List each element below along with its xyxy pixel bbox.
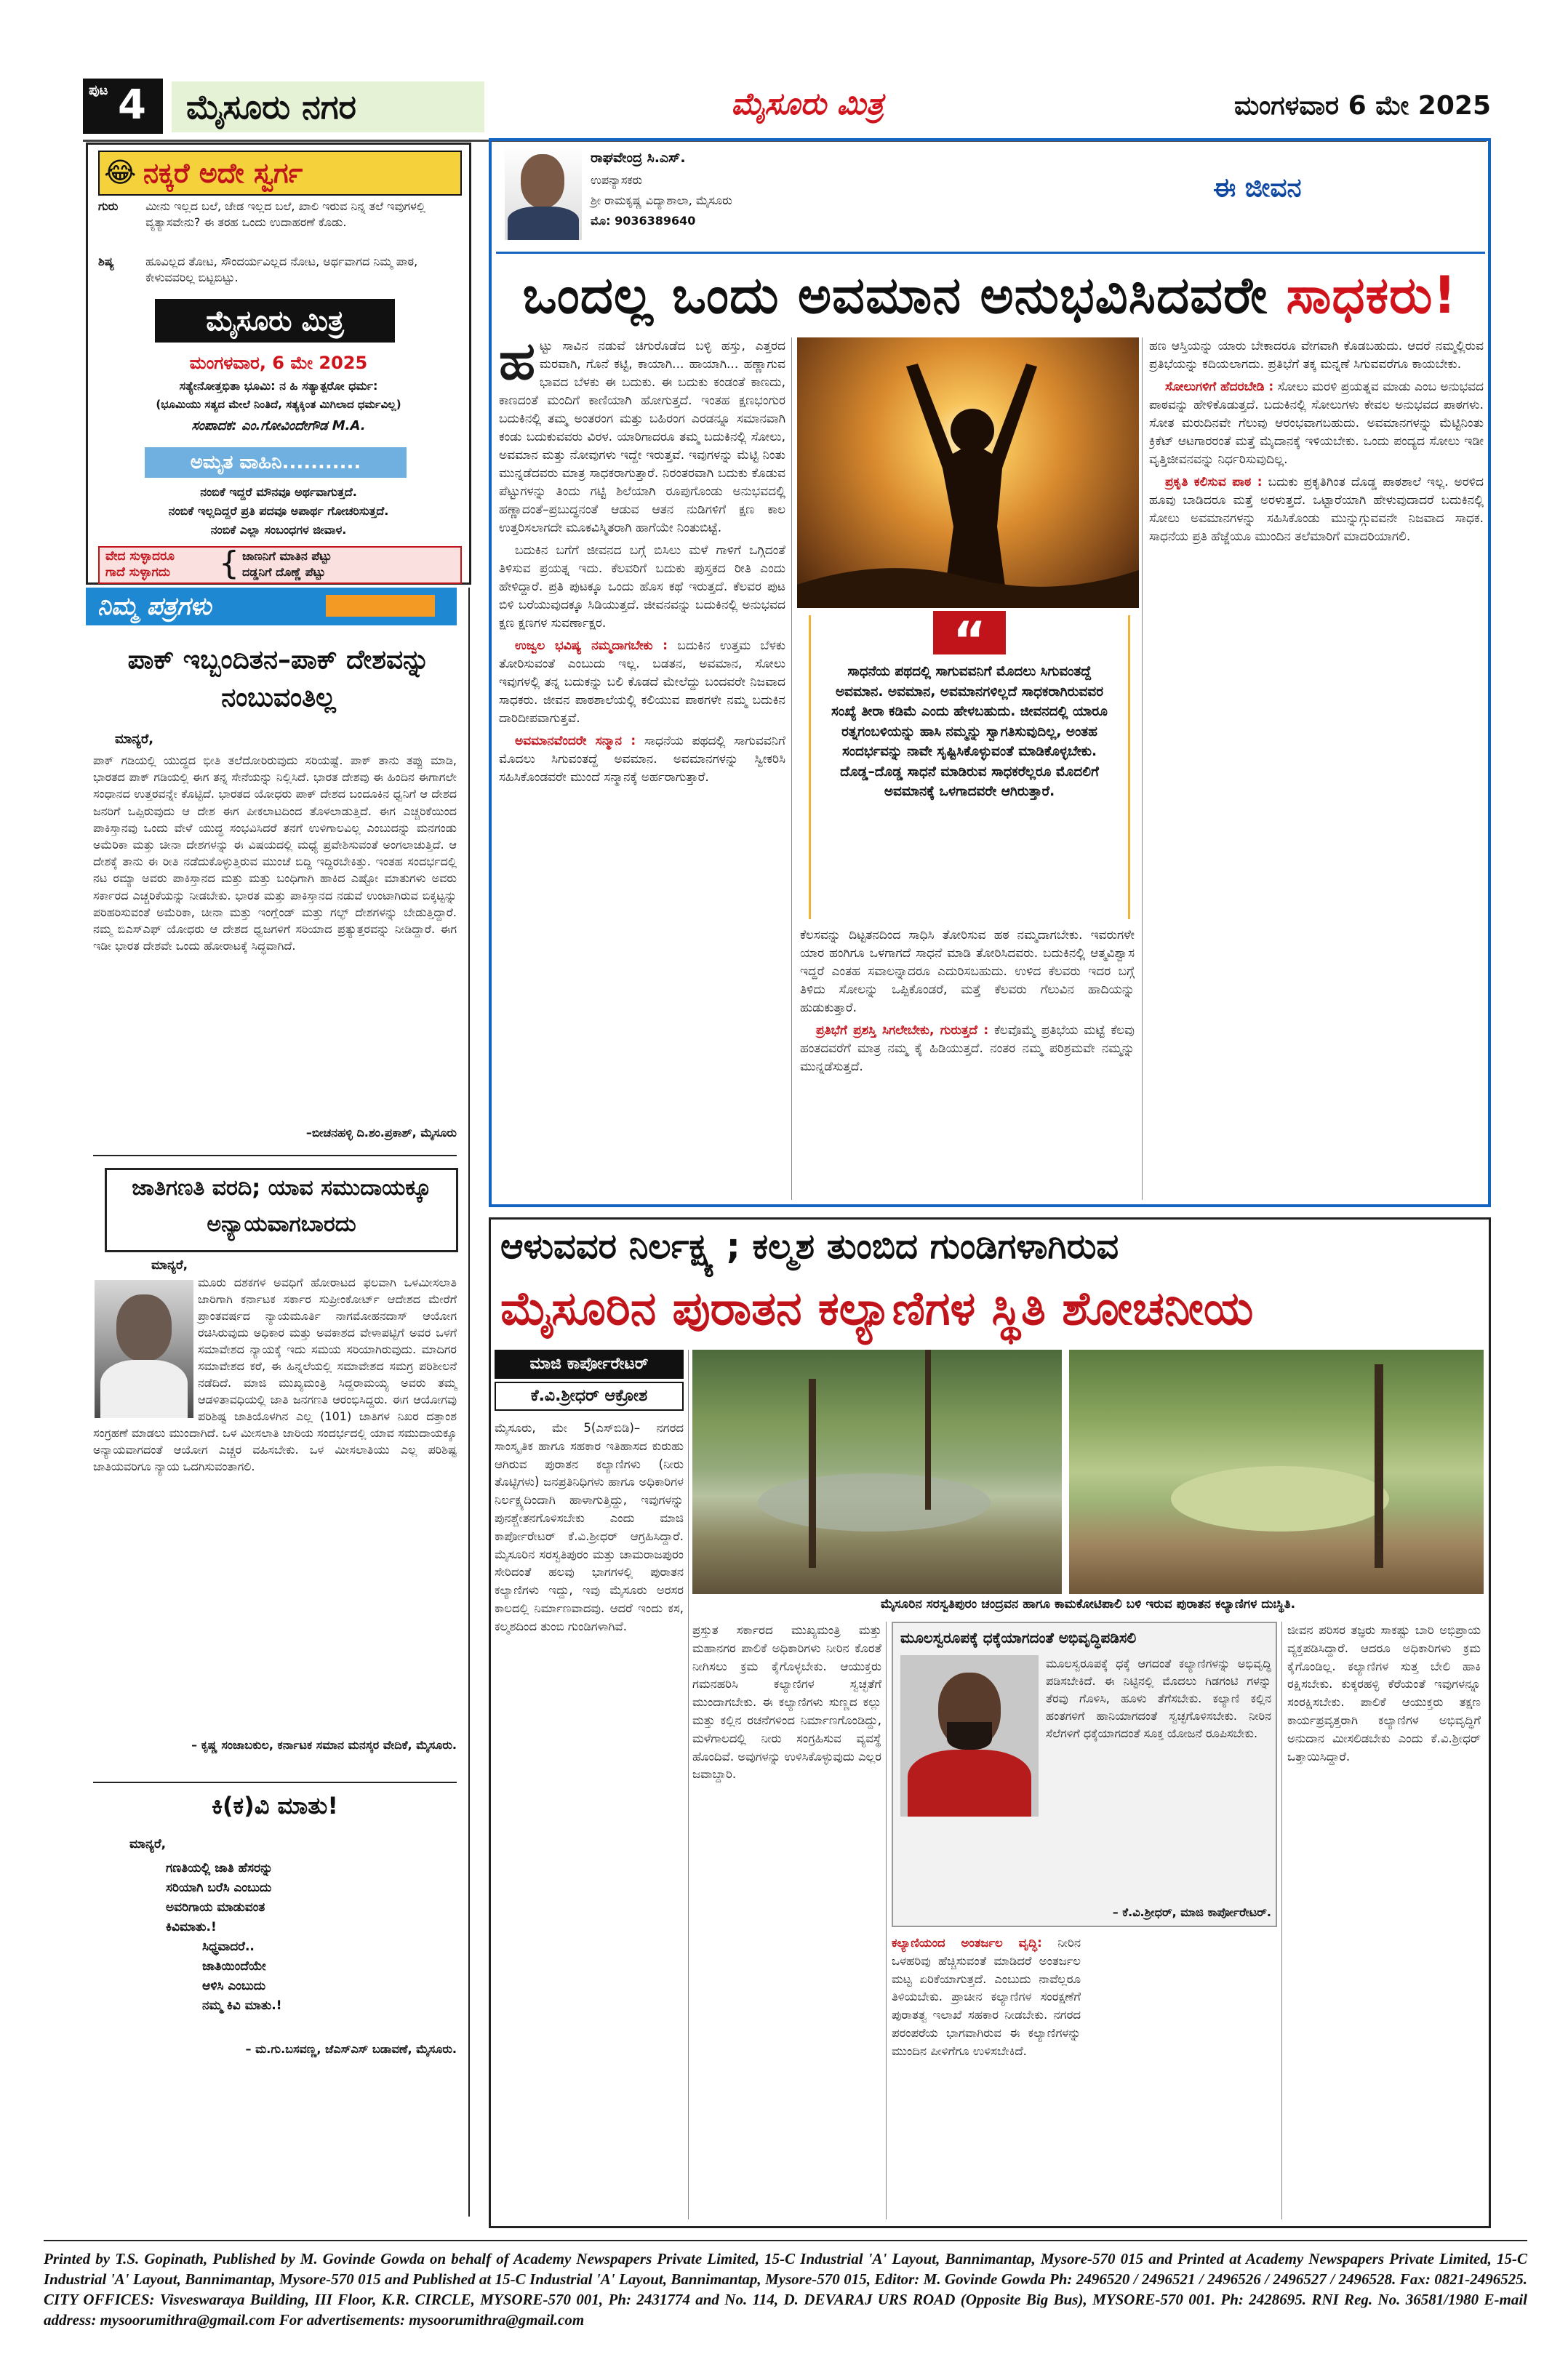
paper-logo: ಮೈಸೂರು ಮಿತ್ರ [731, 86, 884, 121]
letter2-salutation: ಮಾನ್ಯರೆ, [151, 1258, 188, 1273]
lead-para-4 [499, 732, 785, 787]
letters-header [86, 588, 457, 625]
poem-line: ಸರಿಯಾಗಿ ಬರೆಸಿ ಎಂಬುದು [166, 1881, 272, 1895]
page-label: ಪುಟ [89, 83, 108, 98]
letter2-body-text: ಮೂರು ದಶಕಗಳ ಅವಧಿಗೆ ಹೋರಾಟದ ಫಲವಾಗಿ ಒಳಮೀಸಲಾತಿ ಜಾರಿಗಾಗಿ ಕರ್ನಾಟಕ ಸರ್ಕಾರ ಸುಪ್ರೀಂಕೋರ್ಟ್ ಆದೇಶದ ಮೇರೆಗೆ ಪ್ರಾಂತವರ್ಷದ ನ್ಯಾಯಮೂರ್ತಿ ನಾಗಮೋಹನದಾಸ್ ಆಯೋಗ ರಚಿಸಿರುವುದು ಅಧಿಕಾರ ಮತ್ತು ಅವಕಾಶದ ವೇಳಾಪಟ್ಟಿಗೆ ಅವರ ಒಳಗೆ ಸಮಾವೇಶದ ನ್ಯಾಯಕ್ಕೆ ಇದು ಸಮಯ ಸರಿಯಾಗಿರುವುದು. ಮಾದಿಗರ ಸಮಾವೇಶದ ಕರೆ, ಈ ಹಿನ್ನಲೆಯಲ್ಲಿ ಸಮಾವೇಶದ ಸಮಗ್ರ ಪರಿಶೀಲನೆ ನಡೆದಿದೆ. ಮಾಜಿ ಮುಖ್ಯಮಂತ್ರಿ ಸಿದ್ದರಾಮಯ್ಯ ಅವರು ತಮ್ಮ ಆಡಳಿತಾವಧಿಯಲ್ಲಿ ಜಾತಿ ಜನಗಣತಿ ಆರಂಭಿಸಿದ್ದರು. ಈಗ ಆಯೋಗವು ಪರಿಶಿಷ್ಟ ಜಾತಿಯೊಳಗಿನ ಎಲ್ಲ (101) ಜಾತಿಗಳ ನಿಖರ ದತ್ತಾಂಶ ಸಂಗ್ರಹಣೆ ಮಾಡಲು ಮುಂದಾಗಿದೆ. ಒಳ ಮೀಸಲಾತಿ ಜಾರಿಯ ಸಂದರ್ಭದಲ್ಲಿ ಯಾವ ಸಮುದಾಯಕ್ಕೂ ಅನ್ಯಾಯವಾಗದಂತೆ ಆಯೋಗ ಎಚ್ಚರ ವಹಿಸಬೇಕು. ಒಳ ಮೀಸಲಾತಿಯು ಎಲ್ಲ ಪರಿಶಿಷ್ಟ ಜಾತಿಯವರಿಗೂ ನ್ಯಾಯ ಒದಗಿಸುವಂತಾಗಲಿ. [93, 1276, 457, 1473]
para9-text: ಬದುಕು ಪ್ರಕೃತಿಗಿಂತ ದೊಡ್ಡ ಪಾಠಶಾಲೆ ಇಲ್ಲ. ಅರಳಿದ ಹೂವು ಬಾಡಿದರೂ ಮತ್ತೆ ಅರಳುತ್ತದೆ. ಒಟ್ಟಾರೆಯಾಗಿ ಹೇಳುವುದಾದರೆ ಬದುಕಿನಲ್ಲಿ ಸೋಲು ಅವಮಾನಗಳನ್ನು ಸಹಿಸಿಕೊಂಡು ಮುನ್ನುಗ್ಗುವವನೇ ನಿಜವಾದ ಸಾಧಕ. ಸಾಧನೆಯ ಪ್ರತಿ ಹೆಜ್ಜೆಯೂ ಮುಂದಿನ ತಲೆಮಾರಿಗೆ ಮಾದರಿಯಾಗಲಿ. [1149, 475, 1484, 544]
inset-title: ಮೂಲಸ್ವರೂಪಕ್ಕೆ ಧಕ್ಕೆಯಾಗದಂತೆ ಅಭಿವೃದ್ಧಿಪಡಿಸಲಿ [900, 1629, 1137, 1646]
author-photo [505, 145, 582, 240]
tree-trunk [925, 1350, 931, 1510]
author-rule [496, 252, 1485, 254]
lead-column-2 [800, 926, 1135, 1200]
letter-divider [93, 1155, 457, 1156]
proverb-right-2: ದಡ್ಡನಿಗೆ ದೊಣ್ಣೆ ಪೆಟ್ಟು [242, 565, 326, 579]
letter1-title-text: ಪಾಕ್ ಇಬ್ಬಂದಿತನ–ಪಾಕ್ ದೇಶವನ್ನು ನಂಬುವಂತಿಲ್ಲ [127, 645, 430, 713]
photo-float [93, 1274, 198, 1420]
letter2-body [93, 1274, 457, 1479]
section-title: ಮೈಸೂರು ನಗರ [172, 81, 484, 132]
sidebar-motto-1: ಸತ್ಯೇನೋತ್ತಭಿತಾ ಭೂಮಿ: ನ ಹಿ ಸತ್ಯಾತ್ಪರೋ ಧರ್ಮ: [179, 379, 378, 393]
author-name: ರಾಘವೇಂದ್ರ ಸಿ.ಎಸ್. [591, 150, 686, 166]
lead-col-rule-2 [1142, 337, 1143, 1200]
para8-text: ಸೋಲು ಮರಳಿ ಪ್ರಯತ್ನವ ಮಾಡು ಎಂಬ ಅನುಭವದ ಪಾಠವನ್ನು ಹೇಳಿಕೊಡುತ್ತದೆ. ಬದುಕಿನಲ್ಲಿ ಸೋಲುಗಳು ಕೇವಲ ಅನುಭವದ ಪಾಠಗಳು. ಸೋತ ಮರುದಿನವೇ ಗೆಲುವು ಆರಂಭವಾಗಬಹುದು. ಅವಮಾನಗಳನ್ನು ಮೆಟ್ಟಿನಿಂತು ಕ್ರಿಕೆಟ್ ಆಟಗಾರರಂತೆ ಮತ್ತೆ ಮೈದಾನಕ್ಕೆ ಇಳಿಯಬೇಕು. ಒಂದು ಪಂದ್ಯದ ಸೋಲು ಇಡೀ ವೃತ್ತಿಜೀವನವನ್ನು ನಿರ್ಧರಿಸುವುದಿಲ್ಲ. [1149, 380, 1484, 467]
laugh-question [98, 199, 459, 231]
inset-person-shirt [908, 1750, 1031, 1817]
poem-line: ಸಿಧ್ಧವಾದರೆ.. [202, 1939, 255, 1954]
stepwell-photo-1 [692, 1350, 1062, 1594]
letter3-poem [166, 1859, 442, 2016]
author-phone: ಮೊ: 9036389640 [591, 214, 696, 228]
lead-headline [499, 256, 1481, 335]
author-role: ಉಪನ್ಯಾಸಕರು [591, 173, 643, 187]
sidebar-editor: ಸಂಪಾದಕ: ಎಂ.ಗೋವಿಂದೇಗೌಡ M.A. [191, 418, 366, 433]
second-col1-text: ಮೈಸೂರು, ಮೇ 5(ಎಸ್‌ಬಿಡಿ)– ನಗರದ ಸಾಂಸ್ಕೃತಿಕ ಹಾಗೂ ಸಹಕಾರ ಇತಿಹಾಸದ ಕುರುಹು ಆಗಿರುವ ಪುರಾತನ ಕಲ್ಯಾಣಿಗಳು (ನೀರು ತೊಟ್ಟಿಗಳು) ಜನಪ್ರತಿನಿಧಿಗಳು ಹಾಗೂ ಅಧಿಕಾರಿಗಳ ನಿರ್ಲಕ್ಷ್ಯದಿಂದಾಗಿ ಹಾಳಾಗುತ್ತಿದ್ದು, ಇವುಗಳನ್ನು ಪುನಶ್ಚೇತನಗೊಳಿಸಬೇಕು ಎಂದು ಮಾಜಿ ಕಾರ್ಪೋರೇಟರ್ ಕೆ.ವಿ.ಶ್ರೀಧರ್ ಆಗ್ರಹಿಸಿದ್ದಾರೆ. ಮೈಸೂರಿನ ಸರಸ್ವತಿಪುರಂ ಮತ್ತು ಚಾಮರಾಜಪುರಂ ಸೇರಿದಂತೆ ಹಲವು ಭಾಗಗಳಲ್ಲಿ ಪುರಾತನ ಕಲ್ಯಾಣಿಗಳು ಇದ್ದು, ಇವು ಮೈಸೂರು ಅರಸರ ಕಾಲದಲ್ಲಿ ನಿರ್ಮಾಣವಾದವು. ಆದರೆ ಇಂದು ಕಸ, ಕಲ್ಮಶದಿಂದ ತುಂಬಿ ಗುಂಡಿಗಳಾಗಿವೆ. [495, 1421, 684, 1633]
second-col3-text [892, 1934, 1081, 2061]
proverb-right-1: ಜಾಣನಿಗೆ ಮಾತಿನ ಪೆಟ್ಟು [242, 549, 332, 563]
lead-col-rule-1 [791, 337, 792, 1200]
letter1-body-text: ಪಾಕ್ ಗಡಿಯಲ್ಲಿ ಯುದ್ಧದ ಭೀತಿ ತಲೆದೋರಿರುವುದು ಸರಿಯಷ್ಟೆ. ಪಾಕ್ ತಾನು ತಪ್ಪು ಮಾಡಿ, ಭಾರತದ ಪಾಕ್ ಗಡಿಯಲ್ಲಿ ಈಗ ತನ್ನ ಸೇನೆಯನ್ನು ನಿಲ್ಲಿಸಿದೆ. ಭಾರತ ದೇಶವು ಈ ಹಿಂದಿನ ಈಗಾಗಲೇ ಸಂಧಾನದ ಉತ್ತರವನ್ನೇ ಕೊಟ್ಟಿದೆ. ಭಾರತದ ಯೋಧರು ಪಾಕ್ ದೇಶದ ಬಂದೂಕಿನ ಧ್ವನಿಗೆ ಆ ದೇಶದ ಜನರಿಗೆ ಒಪ್ಪಿರುವುದು ಆ ದೇಶ ಈಗ ಪೀಕಲಾಟದಿಂದ ತೊಳಲಾಡುತ್ತಿದೆ. ಈಗ ಎಚ್ಚರಿಕೆಯಿಂದ ಪಾಕಿಸ್ತಾನವು ಒಂದು ವೇಳೆ ಯುದ್ಧ ಸಂಭವಿಸಿದರೆ ತನಗೆ ಉಳಿಗಾಲವಿಲ್ಲ ಎಂಬುದನ್ನು ಮನಗಂಡು ಅಮೆರಿಕಾ ಮತ್ತು ಚೀನಾ ದೇಶಗಳನ್ನು ಈ ವಿಷಯದಲ್ಲಿ ಮಧ್ಯೆ ಪ್ರವೇಶಿಸುವಂತೆ ಅಂಗಲಾಚುತ್ತಿದೆ. ಆ ದೇಶಕ್ಕೆ ತಾನು ಈ ರೀತಿ ನಡೆದುಕೊಳ್ಳುತ್ತಿರುವ ಮುಂಚೆ ಬಿದ್ದಿ ಇದ್ದಿರಬೇಕಿತ್ತು. ಇಂತಹ ಸಂದರ್ಭದಲ್ಲಿ ನಟ ರಮ್ಯಾ ಅವರು ಪಾಕಿಸ್ತಾನದ ಮತ್ತು ಮತ್ತು ಬಂಧಿಗಾಗಿ ಹಾಕಿದ ಎಷ್ಟೋ ಮಾತುಗಳು ಅವರು ಸರ್ಕಾರದ ಎಚ್ಚರಿಕೆಯನ್ನು ನೀಡಬೇಕು. ಭಾರತ ಮತ್ತು ಪಾಕಿಸ್ತಾನದ ನಡುವೆ ಉಂಟಾಗಿರುವ ಬಿಕ್ಕಟ್ಟನ್ನು ಪರಿಹರಿಸುವಂತೆ ಅಮೆರಿಕಾ, ಚೀನಾ ಮತ್ತು ಇಂಗ್ಲೆಂಡ್ ಮತ್ತು ಗಲ್ಫ್ ದೇಶಗಳನ್ನು ಬೇಡುತ್ತಿದ್ದಾರೆ. ನಮ್ಮ ಬಿಎಸ್‌ಎಫ್ ಯೋಧರು ಆ ದೇಶದ ಧ್ವಜಗಳಿಗೆ ಸರಿಯಾದ ಪ್ರತ್ಯುತ್ತರವನ್ನು ನೀಡಿದ್ದಾರೆ. ಈಗ ಇಡೀ ಭಾರತ ದೇಶವೇ ಒಂದು ಹೋರಾಟಕ್ಕೆ ಸಿದ್ಧವಾಗಿದೆ. [93, 753, 457, 953]
author-shirt [508, 207, 579, 240]
kicker-3: ಪ್ರತಿಭೆಗೆ ಪ್ರಶಸ್ತಿ ಸಿಗಲೇಬೇಕು, ಗುರುತ್ತದೆ : [816, 1023, 989, 1038]
poem-line: ಆಳಿಸಿ ಎಂಬುದು [202, 1979, 266, 1993]
brace-icon: { [219, 545, 239, 582]
second-col4-text: ಜೀವನ ಪರಿಸರ ತಜ್ಞರು ಸಾಕಷ್ಟು ಬಾರಿ ಅಭಿಪ್ರಾಯ ವ್ಯಕ್ತಪಡಿಸಿದ್ದಾರೆ. ಆದರೂ ಅಧಿಕಾರಿಗಳು ಕ್ರಮ ಕೈಗೊಂಡಿಲ್ಲ. ಕಲ್ಯಾಣಿಗಳ ಸುತ್ತ ಬೇಲಿ ಹಾಕಿ ರಕ್ಷಿಸಬೇಕು. ಕುಕ್ಕರಹಳ್ಳಿ ಕೆರೆಯಂತೆ ಇವುಗಳನ್ನೂ ಸಂರಕ್ಷಿಸಬೇಕು. ಪಾಲಿಕೆ ಆಯುಕ್ತರು ತಕ್ಷಣ ಕಾರ್ಯಪ್ರವೃತ್ತರಾಗಿ ಕಲ್ಯಾಣಿಗಳ ಅಭಿವೃದ್ಧಿಗೆ ಅನುದಾನ ಮೀಸಲಿಡಬೇಕು ಎಂದು ಕೆ.ವಿ.ಶ್ರೀಧರ್ ಒತ್ತಾಯಿಸಿದ್ದಾರೆ. [1287, 1623, 1481, 1764]
letter1-title [108, 641, 449, 717]
tree-trunk [809, 1379, 816, 1568]
lead-column-1 [499, 337, 785, 1200]
dropcap: ಹ [499, 337, 535, 391]
lead-para-8 [1149, 378, 1484, 469]
second-column-1 [495, 1420, 684, 2219]
inset-body [1046, 1655, 1271, 1873]
pull-quote [809, 611, 1130, 919]
para6-text: ಕೆಲವೊಮ್ಮೆ ಪ್ರತಿಭೆಯ ಮಟ್ಟೆ ಕೆಲವು ಹಂತದವರೆಗೆ ಮಾತ್ರ ನಮ್ಮ ಕೈ ಹಿಡಿಯುತ್ತದೆ. ನಂತರ ನಮ್ಮ ಪರಿಶ್ರಮವೇ ನಮ್ಮನ್ನು ಮುನ್ನಡೆಸುತ್ತದೆ. [800, 1023, 1135, 1074]
second-column-4 [1287, 1622, 1481, 2219]
para1-text: ಟ್ಟು ಸಾವಿನ ನಡುವೆ ಚಿಗುರೊಡೆದ ಬಳ್ಳಿ ಹಸ್ತು, ಎತ್ತರದ ಮರವಾಗಿ, ಗೊನೆ ಕಟ್ಟಿ, ಕಾಯಾಗಿ... ಹಾಯಾಗಿ... ಹಣ್ಣಾಗುವ ಭಾವದ ಬೆಳಕು ಈ ಬದುಕು. ಈ ಬದುಕು ಕಂಡಂತೆ ಕಾಣದು, ಕಾಣದಂತೆ ಮಂದಿಗೆ ಕಾಣಿಯಾಗಿ ಹೋಗುತ್ತದೆ. ಇಂತಹ ಕ್ಷಣಭಂಗುರ ಬದುಕಿನಲ್ಲಿ ತಮ್ಮ ಅಂತರಂಗ ಮತ್ತು ಬಹಿರಂಗ ಎರಡನ್ನೂ ಸಮಾನವಾಗಿ ಕಂಡು ಬದುಕುವವರು ವಿರಳ. ಯಾರಿಗಾದರೂ ತಮ್ಮ ಬದುಕಿನಲ್ಲಿ ಸೋಲು, ಅವಮಾನ ಮತ್ತು ನೋವುಗಳು ಇದ್ದೇ ಇರುತ್ತವೆ. ಇವುಗಳನ್ನು ಮೆಟ್ಟಿ ನಿಂತು ಮುನ್ನಡೆದವರು ಮಾತ್ರ ಸಾಧಕರಾಗುತ್ತಾರೆ. ನಿರಂತರವಾಗಿ ಬದುಕು ಕೊಡುವ ಪೆಟ್ಟುಗಳನ್ನು ತಿಂದು ಗಟ್ಟಿ ಶಿಲೆಯಾಗಿ ರೂಪುಗೊಂಡು ಅನುಭವದಲ್ಲಿ ಹಣ್ಣಾದಂತೆ–ಪ್ರಬುದ್ಧನಂತೆ ಆಡುವ ಆತನ ನುಡಿಗಳಿಗೆ ಕ್ಷಣ ಕಾಲ ಉತ್ತರಿಸಲಾಗದೇ ಮೂಕವಿಸ್ಮಿತರಾಗಿ ಹಾಗೆಯೇ ನಿಂತುಬಿಟ್ಟೆ. [499, 339, 785, 535]
lead-photo-silhouette [797, 337, 1139, 608]
para4-text: ಸಾಧನೆಯ ಪಥದಲ್ಲಿ ಸಾಗುವವನಿಗೆ ಮೊದಲು ಸಿಗುವಂತದ್ದೆ ಅವಮಾನ. ಅವಮಾನಗಳನ್ನು ಸ್ವೀಕರಿಸಿ ಸಹಿಸಿಕೊಂಡವರೇ ಮುಂದೆ ಸನ್ಮಾನಕ್ಕೆ ಅರ್ಹರಾಗುತ್ತಾರೆ. [499, 734, 785, 785]
letters-section [86, 588, 471, 2217]
amrutha-line-1: ನಂಬಿಕೆ ಇದ್ದರೆ ಮೌನವೂ ಅರ್ಥವಾಗುತ್ತದೆ. [200, 485, 357, 499]
masthead-date: ಮಂಗಳವಾರ 6 ಮೇ 2025 [1234, 91, 1491, 121]
kicker-5: ಪ್ರಕೃತಿ ಕಲಿಸುವ ಪಾಠ : [1165, 475, 1263, 489]
second-kicker: ಕಲ್ಯಾಣಿಯಂದ ಅಂತರ್ಜಲ ವೃದ್ಧಿ: [892, 1936, 1042, 1950]
sidebar-date: ಮಂಗಳವಾರ, 6 ಮೇ 2025 [189, 353, 368, 373]
letter3-title: ಕಿ(ಕ)ವಿ ಮಾತು! [212, 1792, 338, 1819]
second-col-rule-3 [1281, 1622, 1282, 2219]
inset-person-beard [947, 1722, 992, 1750]
poem-line: ನಮ್ಮ ಕಿವಿ ಮಾತು.! [202, 1998, 282, 2013]
para3-text: ಬದುಕಿನ ಉತ್ತಮ ಬೆಳಕು ತೋರಿಸುವಂತೆ ಎಂಬುದು ಇಲ್ಲ. ಬಡತನ, ಅವಮಾನ, ಸೋಲು ಇವುಗಳಲ್ಲಿ ತನ್ನ ಬದುಕನ್ನು ಬಲಿ ಕೊಡದೆ ಮೇಲೆದ್ದು ಬಂದವರೇ ನಿಜವಾದ ಸಾಧಕರು. ಜೀವನ ಪಾಠಶಾಲೆಯಲ್ಲಿ ಕಲಿಯುವ ಪಾಠಗಳೇ ನಮ್ಮ ಬದುಕಿನ ದಾರಿದೀಪವಾಗುತ್ತವೆ. [499, 638, 785, 726]
second-headline: ಮೈಸೂರಿನ ಪುರಾತನ ಕಲ್ಯಾಣಿಗಳ ಸ್ಥಿತಿ ಶೋಚನೀಯ [500, 1282, 1254, 1336]
headline-black: ಒಂದಲ್ಲ ಒಂದು ಅವಮಾನ ಅನುಭವಿಸಿದವರೇ [522, 265, 1287, 325]
tag-name: ಕೆ.ವಿ.ಶ್ರೀಧರ್ ಆಕ್ರೋಶ [495, 1382, 684, 1411]
lead-para-9 [1149, 473, 1484, 546]
laugh-title: ನಕ್ಕರೆ ಅದೇ ಸ್ವರ್ಗ [143, 157, 303, 189]
second-subhead: ಆಳುವವರ ನಿರ್ಲಕ್ಷ್ಯ ; ಕಲ್ಮಶ ತುಂಬಿದ ಗುಂಡಿಗಳಾಗಿರುವ [500, 1226, 1119, 1267]
poem-line: ಗಣತಿಯಲ್ಲಿ ಜಾತಿ ಹೆಸರನ್ನು [166, 1861, 273, 1875]
second-col-rule-2 [886, 1622, 887, 2219]
page-number: 4 [118, 81, 146, 129]
col3-text: ನೀರಿನ ಒಳಹರಿವು ಹೆಚ್ಚಿಸುವಂತೆ ಮಾಡಿದರೆ ಅಂತರ್ಜಲ ಮಟ್ಟ ಏರಿಕೆಯಾಗುತ್ತದೆ. ಎಂಬುದು ನಾವೆಲ್ಲರೂ ತಿಳಿಯಬೇಕು. ಪ್ರಾಚೀನ ಕಲ್ಯಾಣಿಗಳ ಸಂರಕ್ಷಣೆಗೆ ಪುರಾತತ್ವ ಇಲಾಖೆ ಸಹಕಾರ ನೀಡಬೇಕು. ನಗರದ ಪರಂಪರೆಯ ಭಾಗವಾಗಿರುವ ಈ ಕಲ್ಯಾಣಿಗಳನ್ನು ಮುಂದಿನ ಪೀಳಿಗೆಗೂ ಉಳಿಸಬೇಕಿದೆ. [892, 1936, 1081, 2058]
tree-trunk [1375, 1364, 1383, 1568]
lead-para-2: ಬದುಕಿನ ಬಗೆಗೆ ಜೀವನದ ಬಗ್ಗೆ ಬಿಸಿಲು ಮಳೆ ಗಾಳಿಗೆ ಒಗ್ಗಿದಂತೆ ತಿಳಿಸುವ ಪ್ರಯತ್ನ ಇದು. ಕೆಲವರಿಗೆ ಬದುಕು ಪುಸ್ತಕದ ರೀತಿ ಎಂದು ಹೇಳಿದ್ದಾರೆ. ಪ್ರತಿ ಪುಟಕ್ಕೂ ಒಂದು ಹೊಸ ಕಥೆ ಇರುತ್ತದೆ. ಕೆಲವರ ಪುಟ ಬಿಳಿ ಬರೆಯುವುದಕ್ಕೂ ಸಿಡಿಯುತ್ತದೆ. ಜೀವನವನ್ನು ಬದುಕಿನಲ್ಲಿ ಅನುಭವದ ಕ್ಷಣ ಕ್ಷಣಗಳ ಸುವರ್ಣಾಕ್ಷರ. [499, 543, 785, 630]
amrutha-line-3: ನಂಬಿಕೆ ಎಲ್ಲಾ ಸಂಬಂಧಗಳ ಜೀವಾಳ. [210, 523, 347, 537]
second-col-rule-1 [688, 1350, 689, 2219]
author-head [521, 154, 564, 208]
page-number-badge [83, 79, 163, 134]
tag-former-corporator: ಮಾಜಿ ಕಾರ್ಪೋರೇಟರ್ [495, 1350, 684, 1379]
proverb-box [98, 546, 462, 584]
lead-para-6 [800, 1022, 1135, 1076]
poem-line: ಕಿವಿಮಾತು.! [166, 1920, 217, 1934]
lead-column-3 [1149, 337, 1484, 1200]
letters-header-label: ನಿಮ್ಮ ಪತ್ರಗಳು [97, 592, 212, 621]
laugh-answer [98, 254, 459, 286]
q-label: ಗುರು [98, 199, 119, 213]
proverb-left-2: ಗಾದೆ ಸುಳ್ಳಾಗದು [105, 565, 171, 580]
stepwell-grass [1171, 1466, 1389, 1532]
victory-silhouette-icon [797, 337, 1139, 608]
laugh-header [98, 151, 462, 196]
amrutha-line-2: ನಂಬಿಕೆ ಇಲ್ಲದಿದ್ದರೆ ಪ್ರತಿ ಪದವೂ ಅಪಾರ್ಥ ಗೋಚರಿಸುತ್ತದೆ. [168, 504, 389, 518]
kicker-1: ಉಜ್ವಲ ಭವಿಷ್ಯ ನಮ್ಮದಾಗಬೇಕು : [515, 638, 668, 653]
poem-line: ಅವರಿಗಾಯ ಮಾಡುವಂತ [166, 1900, 265, 1915]
stepwell-photo-2 [1069, 1350, 1484, 1594]
author-org: ಶ್ರೀ ರಾಮಕೃಷ್ಣ ವಿದ್ಯಾಶಾಲಾ, ಮೈಸೂರು [591, 193, 732, 207]
headline-red: ಸಾಧಕರು! [1286, 265, 1457, 325]
letter2-title-box [105, 1168, 458, 1252]
letter1-body [93, 752, 457, 958]
inset-box [892, 1622, 1277, 1927]
sidebar-logo: ಮೈಸೂರು ಮಿತ್ರ [155, 299, 395, 343]
footer-rule [44, 2240, 1527, 2241]
column-tag: ಈ ಜೀವನ [1213, 173, 1302, 203]
amrutha-title: ಅಮೃತ ವಾಹಿನಿ........... [145, 447, 407, 478]
a-text: ಹೂವಿಲ್ಲದ ತೋಟ, ಸೌಂದರ್ಯವಿಲ್ಲದ ನೋಟ, ಅರ್ಥವಾಗದ ನಿಮ್ಮ ಪಾಠ, ಕೇಳುವವರಿಲ್ಲ ಬಿಟ್ಟಬಿಟ್ಟು. [145, 255, 418, 284]
inset-body-text: ಮೂಲಸ್ವರೂಪಕ್ಕೆ ಧಕ್ಕೆ ಆಗದಂತೆ ಕಲ್ಯಾಣಿಗಳನ್ನು ಅಭಿವೃದ್ಧಿ ಪಡಿಸಬೇಕಿದೆ. ಈ ನಿಟ್ಟಿನಲ್ಲಿ ಮೊದಲು ಗಿಡಗಂಟಿ ಗಳನ್ನು ತೆರವು ಗೊಳಿಸಿ, ಹೂಳು ತೆಗೆಸಬೇಕು. ಕಲ್ಯಾಣಿ ಕಲ್ಲಿನ ಹಂತಗಳಿಗೆ ಹಾನಿಯಾಗದಂತೆ ಸ್ವಚ್ಛಗೊಳಿಸಬೇಕು. ನೀರಿನ ಸೆಲೆಗಳಿಗೆ ಧಕ್ಕೆಯಾಗದಂತೆ ಸೂಕ್ತ ಯೋಜನೆ ರೂಪಿಸಬೇಕು. [1046, 1657, 1271, 1740]
pull-quote-text: ಸಾಧನೆಯ ಪಥದಲ್ಲಿ ಸಾಗುವವನಿಗೆ ಮೊದಲು ಸಿಗುವಂತದ್ದೆ ಅವಮಾನ. ಅವಮಾನ, ಅವಮಾನಗಳಿಲ್ಲದೆ ಸಾಧಕರಾಗಿರುವವರ ಸಂಖ್ಯೆ ತೀರಾ ಕಡಿಮೆ ಎಂದು ಹೇಳಬಹುದು. ಜೀವನದಲ್ಲಿ ಯಾರೂ ರತ್ನಗಂಬಳಿಯನ್ನು ಹಾಸಿ ನಮ್ಮನ್ನು ಸ್ವಾಗತಿಸುವುದಿಲ್ಲ, ಅಂತಹ ಸಂದರ್ಭವನ್ನು ನಾವೇ ಸೃಷ್ಟಿಸಿಕೊಳ್ಳುವಂತೆ ಮಾಡಿಕೊಳ್ಳಬೇಕು. ದೊಡ್ಡ–ದೊಡ್ಡ ಸಾಧನೆ ಮಾಡಿರುವ ಸಾಧಕರೆಲ್ಲರೂ ಮೊದಲಿಗೆ ಅವಮಾನಕ್ಕೆ ಒಳಗಾದವರೇ ಆಗಿರುತ್ತಾರೆ. [831, 664, 1108, 799]
letter1-salutation: ಮಾನ್ಯರೆ, [115, 732, 154, 747]
lead-para-3 [499, 637, 785, 728]
stepwell-water [758, 1473, 991, 1532]
second-column-3 [892, 1934, 1081, 2219]
second-column-2 [692, 1622, 881, 2219]
letter2-title: ಜಾತಿಗಣತಿ ವರದಿ; ಯಾವ ಸಮುದಾಯಕ್ಕೂ ಅನ್ಯಾಯವಾಗಬಾರದು [132, 1175, 431, 1237]
poem-line: ಜಾತಿಯಿಂದೆಯೇ [202, 1959, 266, 1974]
proverb-left-1: ವೇದ ಸುಳ್ಳಾದರೂ [105, 549, 175, 564]
letter3-sign: – ಮ.ಗು.ಬಸವಣ್ಣ, ಜೆಎಸ್‌ಎಸ್ ಬಡಾವಣೆ, ಮೈಸೂರು. [245, 2042, 457, 2056]
laughing-face-icon: 😂 [104, 156, 137, 188]
kicker-2: ಅವಮಾನವೆಂದರೇ ಸನ್ಮಾನ : [515, 734, 636, 748]
letter-divider-2 [93, 1782, 457, 1783]
sidebar-info-box [86, 143, 471, 585]
lead-para-5: ಕೆಲಸವನ್ನು ದಿಟ್ಟತನದಿಂದ ಸಾಧಿಸಿ ತೋರಿಸುವ ಹಠ ನಮ್ಮದಾಗಬೇಕು. ಇವರುಗಳೇ ಯಾರ ಹಂಗಿಗೂ ಒಳಗಾಗದೆ ಸಾಧನೆ ಮಾಡಿ ತೋರಿಸಿದವರು. ಬದುಕಿನಲ್ಲಿ ಆತ್ಮವಿಶ್ವಾಸ ಇದ್ದರೆ ಎಂತಹ ಸವಾಲನ್ನಾದರೂ ಎದುರಿಸಬಹುದು. ಉಳಿದ ಕೆಲವರು ಇದರ ಬಗ್ಗೆ ತಿಳಿದು ಸೋಲನ್ನು ಒಪ್ಪಿಕೊಂಡರೆ, ಮತ್ತೆ ಕೆಲವರು ಗೆಲುವಿನ ಹಾದಿಯನ್ನು ಹುಡುಕುತ್ತಾರೆ. [800, 928, 1135, 1015]
letters-right-rule [468, 588, 470, 2217]
pen-icon [326, 595, 435, 617]
sidebar-motto-2: (ಭೂಮಿಯು ಸತ್ಯದ ಮೇಲೆ ನಿಂತಿದೆ, ಸತ್ಯಕ್ಕಿಂತ ಮಿಗಿಲಾದ ಧರ್ಮವಿಲ್ಲ) [156, 398, 401, 411]
q-text: ಮೀನು ಇಲ್ಲದ ಬಲೆ, ಜೇಡ ಇಲ್ಲದ ಬಲೆ, ಖಾಲಿ ಇರುವ ನಿನ್ನ ತಲೆ ಇವುಗಳಲ್ಲಿ ವ್ಯತ್ಯಾಸವೇನು? ಈ ತರಹ ಒಂದು ಉದಾಹರಣೆ ಕೊಡು. [145, 199, 425, 229]
lead-para-1 [499, 337, 785, 537]
quote-mark-icon: “ [933, 611, 1006, 654]
a-label: ಶಿಷ್ಯ [98, 255, 114, 268]
letter3-salutation: ಮಾನ್ಯರೆ, [129, 1837, 167, 1851]
photo-caption: ಮೈಸೂರಿನ ಸರಸ್ವತಿಪುರಂ ಚಂದ್ರವನ ಹಾಗೂ ಕಾಮಕೋಟಿಪಾಲಿ ಬಳಿ ಇರುವ ಪುರಾತನ ಕಲ್ಯಾಣಿಗಳ ದುಃಸ್ಥಿತಿ. [880, 1597, 1296, 1612]
second-col2-text: ಪ್ರಸ್ತುತ ಸರ್ಕಾರದ ಮುಖ್ಯಮಂತ್ರಿ ಮತ್ತು ಮಹಾನಗರ ಪಾಲಿಕೆ ಅಧಿಕಾರಿಗಳು ನೀರಿನ ಕೊರತೆ ನೀಗಿಸಲು ಕ್ರಮ ಕೈಗೊಳ್ಳಬೇಕು. ಆಯುಕ್ತರು ಗಮನಹರಿಸಿ ಕಲ್ಯಾಣಿಗಳ ಸ್ವಚ್ಛತೆಗೆ ಮುಂದಾಗಬೇಕು. ಈ ಕಲ್ಯಾಣಿಗಳು ಸುಣ್ಣದ ಕಲ್ಲು ಮತ್ತು ಕಲ್ಲಿನ ರಚನೆಗಳಿಂದ ನಿರ್ಮಾಣಗೊಂಡಿದ್ದು, ಮಳೆಗಾಲದಲ್ಲಿ ನೀರು ಸಂಗ್ರಹಿಸುವ ವ್ಯವಸ್ಥೆ ಹೊಂದಿವೆ. ಅವುಗಳನ್ನು ಉಳಿಸಿಕೊಳ್ಳುವುದು ಎಲ್ಲರ ಜವಾಬ್ದಾರಿ. [692, 1623, 881, 1782]
letter2-sign: – ಕೃಷ್ಣ ಸಂಜಾಬಕುಲ, ಕರ್ನಾಟಕ ಸಮಾನ ಮನಸ್ಕರ ವೇದಿಕೆ, ಮೈಸೂರು. [191, 1738, 457, 1752]
lead-para-7: ಹಣ ಆಸ್ತಿಯನ್ನು ಯಾರು ಬೇಕಾದರೂ ವೇಗವಾಗಿ ಕೊಡಬಹುದು. ಆದರೆ ನಮ್ಮಲ್ಲಿರುವ ಪ್ರತಿಭೆಯನ್ನು ಕದಿಯಲಾಗದು. ಪ್ರತಿಭೆಗೆ ತಕ್ಕ ಮನ್ನಣೆ ಸಿಗುವವರೆಗೂ ಕಾಯಬೇಕು. [1149, 339, 1484, 372]
imprint-footer: Printed by T.S. Gopinath, Published by M. Govinde Gowda on behalf of Academy Newspapers Private Limited, 15-C Industrial 'A' Layout, Bannimantap, Mysore-570 015 and Printed at Academy Newspapers Private Limited, 15-C Industrial 'A' Layout, Bannimantap, Mysore-570 015 and Published at 15-C Industrial 'A' Layout, Bannimantap, Mysore-570 015, Editor: M. Govinde Gowda Ph: 2496520 / 2496521 / 2496526 / 2496527 / 2496528. Fax: 0821-2496525. CITY OFFICES: Visveswaraya Building, III Floor, K.R. CIRCLE, MYSORE-570 001, Ph: 2431774 and No. 114, D. DEVARAJ URS ROAD (Opposite Big Bus), MYSORE-570 001. Ph: 2428695. RNI Reg. No. 36581/1980 E-mail address: mysoorumithra@gmail.com For advertisements: mysoorumithra@gmail.com [44, 2250, 1527, 2329]
letter1-sign: –ಬೀಚನಹಳ್ಳಿ ದಿ.ಶಂ.ಪ್ರಕಾಶ್, ಮೈಸೂರು [305, 1126, 457, 1140]
inset-sign: – ಕೆ.ವಿ.ಶ್ರೀಧರ್, ಮಾಜಿ ಕಾರ್ಪೋರೇಟರ್. [1112, 1905, 1271, 1919]
kicker-4: ಸೋಲುಗಳಿಗೆ ಹೆದರಬೇಡಿ : [1165, 380, 1274, 394]
tag-box [495, 1350, 684, 1412]
inset-person-photo [900, 1655, 1039, 1817]
